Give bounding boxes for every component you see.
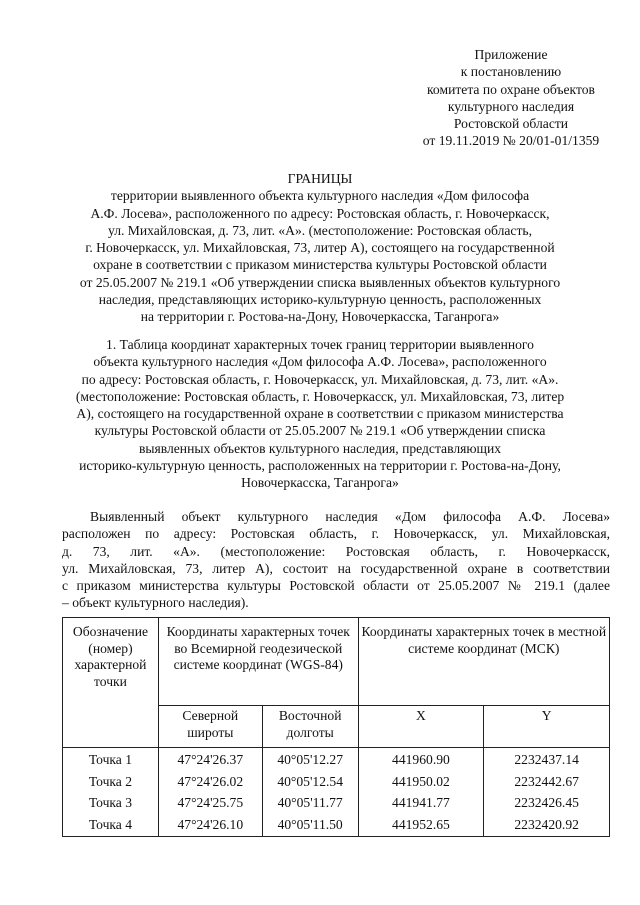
cell-point: Точка 3 (63, 793, 159, 815)
paragraph-line: – объект культурного наследия). (62, 595, 249, 611)
title-heading: ГРАНИЦЫ (287, 171, 353, 186)
appendix-line: Приложение (474, 47, 548, 62)
title-line: ул. Михайловская, д. 73, лит. «А». (местоположение: Ростовская область, (108, 222, 532, 238)
cell-x: 441960.90 (358, 748, 484, 772)
section-line: историко-культурную ценность, расположенных на территории г. Ростова-на-Дону, (79, 458, 561, 474)
cell-point: Точка 1 (63, 748, 159, 772)
cell-longitude: 40°05'12.54 (262, 772, 358, 794)
subheader-x: X (358, 706, 484, 748)
cell-y: 2232420.92 (484, 815, 610, 837)
header-point-designation: Обозначение (номер) характерной точки (63, 618, 159, 748)
appendix-line: от 19.11.2019 № 20/01-01/1359 (422, 133, 600, 149)
section-heading (30, 336, 610, 492)
paragraph-line: Выявленный объект культурного наследия «Дом философа А.Ф. Лосева» (90, 509, 610, 524)
cell-y: 2232437.14 (484, 748, 610, 772)
cell-x: 441950.02 (358, 772, 484, 794)
title-line: от 25.05.2007 № 219.1 «Об утверждении списка выявленных объектов культурного (79, 274, 561, 290)
table-row (63, 748, 610, 772)
title-line: г. Новочеркасск, ул. Михайловская, 73, литер А), состоящего на государственной (85, 240, 555, 256)
cell-longitude: 40°05'11.77 (262, 793, 358, 815)
cell-latitude: 47°24'26.02 (158, 772, 262, 794)
document-title (30, 170, 610, 326)
section-line: Новочеркасска, Таганрога» (241, 475, 399, 491)
section-line: объекта культурного наследия «Дом философа А.Ф. Лосева», расположенного (93, 354, 547, 370)
section-line: 1. Таблица координат характерных точек границ территории выявленного (106, 337, 534, 352)
paragraph-line: д. 73, лит. «А». (местоположение: Ростовская область, г. Новочеркасск, (62, 543, 610, 559)
title-line: А.Ф. Лосева», расположенного по адресу: Ростовская область, г. Новочеркасск, (90, 205, 550, 221)
table-row (63, 793, 610, 815)
appendix-line: Ростовской области (453, 116, 569, 132)
cell-point: Точка 4 (63, 815, 159, 837)
title-line: на территории г. Ростова-на-Дону, Новочеркасска, Таганрога» (140, 309, 500, 325)
appendix-header (380, 46, 640, 150)
section-line: по адресу: Ростовская область, г. Новочеркасск, ул. Михайловская, д. 73, лит. «А». (81, 371, 559, 387)
header-msk: Координаты характерных точек в местной системе координат (МСК) (358, 618, 609, 706)
subheader-y: Y (484, 706, 610, 748)
paragraph-line: ул. Михайловская, 73, литер А), состоит на государственной охране в соответствии (62, 560, 610, 576)
cell-longitude: 40°05'12.27 (262, 748, 358, 772)
cell-latitude: 47°24'25.75 (158, 793, 262, 815)
cell-point: Точка 2 (63, 772, 159, 794)
paragraph-line: с приказом министерства культуры Ростовской области от 25.05.2007 № 219.1 (далее (62, 578, 610, 594)
table-row (63, 815, 610, 837)
section-line: (местоположение: Ростовская область, г. Новочеркасск, ул. Михайловская, 73, литер (75, 388, 565, 404)
title-line: наследия, представляющих историко-культурную ценность, расположенных (98, 292, 542, 308)
cell-x: 441941.77 (358, 793, 484, 815)
table-row (63, 772, 610, 794)
cell-latitude: 47°24'26.10 (158, 815, 262, 837)
header-wgs84: Координаты характерных точек во Всемирной геодезической системе координат (WGS-84) (158, 618, 358, 706)
appendix-line: комитета по охране объектов (427, 81, 595, 97)
cell-latitude: 47°24'26.37 (158, 748, 262, 772)
title-line: территории выявленного объекта культурного наследия «Дом философа (110, 188, 530, 204)
paragraph-line: расположен по адресу: Ростовская область, г. Новочеркасск, ул. Михайловская, (62, 526, 610, 542)
appendix-line: к постановлению (460, 64, 562, 80)
coordinates-table (62, 617, 610, 837)
body-paragraph (62, 508, 610, 612)
section-line: культуры Ростовской области от 25.05.2007 № 219.1 «Об утверждении списка (94, 423, 546, 439)
section-line: А), состоящего на государственной охране в соответствии с приказом министерства (76, 406, 564, 422)
title-line: охране в соответствии с приказом министерства культуры Ростовской области (93, 257, 547, 273)
cell-x: 441952.65 (358, 815, 484, 837)
subheader-north-latitude: Северной широты (158, 706, 262, 748)
cell-y: 2232426.45 (484, 793, 610, 815)
cell-y: 2232442.67 (484, 772, 610, 794)
subheader-east-longitude: Восточной долготы (262, 706, 358, 748)
appendix-line: культурного наследия (447, 98, 575, 114)
section-line: выявленных объектов культурного наследия, представляющих (138, 440, 502, 456)
cell-longitude: 40°05'11.50 (262, 815, 358, 837)
